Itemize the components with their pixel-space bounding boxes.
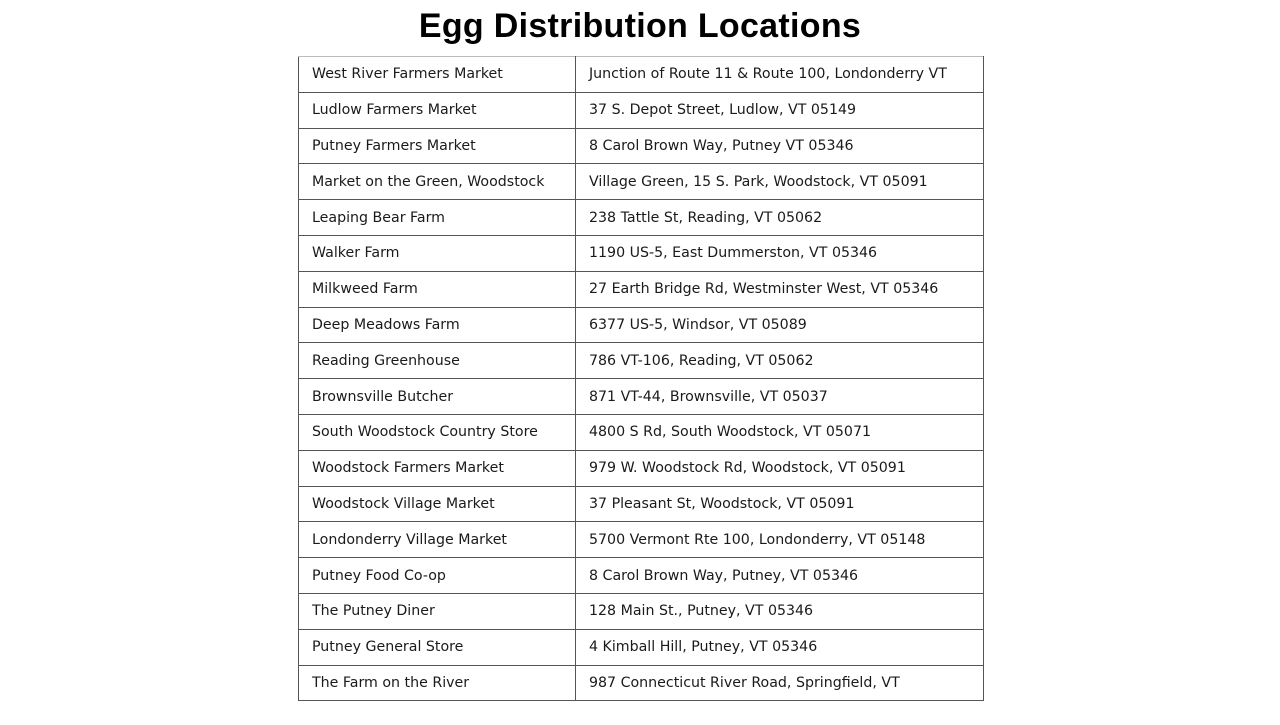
table-row <box>299 128 984 164</box>
location-address-cell: 786 VT-106, Reading, VT 05062 <box>576 343 984 379</box>
table-row <box>299 235 984 271</box>
location-name-cell: West River Farmers Market <box>299 57 576 93</box>
page-title: Egg Distribution Locations <box>418 7 862 45</box>
location-address-cell: 4800 S Rd, South Woodstock, VT 05071 <box>576 414 984 450</box>
table-row <box>299 307 984 343</box>
location-address-cell: 6377 US-5, Windsor, VT 05089 <box>576 307 984 343</box>
location-name-cell: Putney Farmers Market <box>299 128 576 164</box>
location-address-cell: 37 Pleasant St, Woodstock, VT 05091 <box>576 486 984 522</box>
location-name-cell: The Putney Diner <box>299 593 576 629</box>
table-row <box>299 450 984 486</box>
table-row <box>299 164 984 200</box>
location-address-cell: Junction of Route 11 & Route 100, Londonderry VT <box>576 57 984 93</box>
locations-table <box>298 56 984 701</box>
location-name-cell: South Woodstock Country Store <box>299 414 576 450</box>
location-address-cell: 37 S. Depot Street, Ludlow, VT 05149 <box>576 92 984 128</box>
table-row <box>299 414 984 450</box>
locations-table-body <box>299 57 984 701</box>
table-row <box>299 593 984 629</box>
location-name-cell: Woodstock Farmers Market <box>299 450 576 486</box>
location-name-cell: Putney Food Co-op <box>299 558 576 594</box>
location-name-cell: Market on the Green, Woodstock <box>299 164 576 200</box>
location-address-cell: 5700 Vermont Rte 100, Londonderry, VT 05148 <box>576 522 984 558</box>
location-name-cell: Ludlow Farmers Market <box>299 92 576 128</box>
table-row <box>299 92 984 128</box>
location-name-cell: Deep Meadows Farm <box>299 307 576 343</box>
table-row <box>299 271 984 307</box>
table-row <box>299 486 984 522</box>
location-address-cell: Village Green, 15 S. Park, Woodstock, VT 05091 <box>576 164 984 200</box>
location-name-cell: Reading Greenhouse <box>299 343 576 379</box>
location-name-cell: Putney General Store <box>299 629 576 665</box>
table-row <box>299 558 984 594</box>
table-row <box>299 200 984 236</box>
location-address-cell: 871 VT-44, Brownsville, VT 05037 <box>576 379 984 415</box>
location-name-cell: Milkweed Farm <box>299 271 576 307</box>
location-name-cell: Londonderry Village Market <box>299 522 576 558</box>
location-address-cell: 8 Carol Brown Way, Putney VT 05346 <box>576 128 984 164</box>
location-address-cell: 1190 US-5, East Dummerston, VT 05346 <box>576 235 984 271</box>
location-name-cell: Walker Farm <box>299 235 576 271</box>
table-row <box>299 379 984 415</box>
location-name-cell: Leaping Bear Farm <box>299 200 576 236</box>
location-address-cell: 979 W. Woodstock Rd, Woodstock, VT 05091 <box>576 450 984 486</box>
location-address-cell: 128 Main St., Putney, VT 05346 <box>576 593 984 629</box>
table-row <box>299 522 984 558</box>
table-row <box>299 629 984 665</box>
table-row <box>299 57 984 93</box>
locations-table-container <box>298 56 983 701</box>
location-address-cell: 238 Tattle St, Reading, VT 05062 <box>576 200 984 236</box>
location-address-cell: 8 Carol Brown Way, Putney, VT 05346 <box>576 558 984 594</box>
location-name-cell: Woodstock Village Market <box>299 486 576 522</box>
location-address-cell: 27 Earth Bridge Rd, Westminster West, VT 05346 <box>576 271 984 307</box>
location-address-cell: 987 Connecticut River Road, Springfield, VT <box>576 665 984 701</box>
location-name-cell: The Farm on the River <box>299 665 576 701</box>
table-row <box>299 343 984 379</box>
table-row <box>299 665 984 701</box>
location-name-cell: Brownsville Butcher <box>299 379 576 415</box>
location-address-cell: 4 Kimball Hill, Putney, VT 05346 <box>576 629 984 665</box>
